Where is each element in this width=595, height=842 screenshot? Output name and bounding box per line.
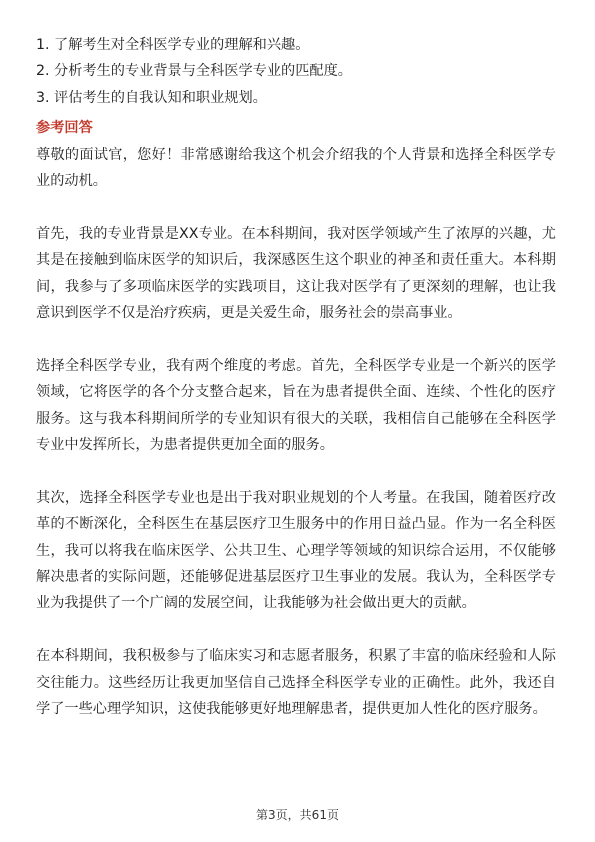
question-item-3: 3. 评估考生的自我认知和职业规划。 xyxy=(36,89,267,106)
page-number-footer: 第3页，共61页 xyxy=(256,808,339,822)
answer-paragraph-5: 在本科期间，我积极参与了临床实习和志愿者服务，积累了丰富的临床经验和人际交往能力。这些经历让我更加坚信自己选择全科医学专业的正确性。此外，我还自学了一些心理学知识，这使我能够更好地理解患者，提供更加人性化的医疗服务。 xyxy=(36,648,556,718)
answer-paragraph-1: 尊敬的面试官，您好！非常感谢给我这个机会介绍我的个人背景和选择全科医学专业的动机。 xyxy=(36,146,556,190)
answer-paragraph-3: 选择全科医学专业，我有两个维度的考虑。首先，全科医学专业是一个新兴的医学领域，它将医学的各个分支整合起来，旨在为患者提供全面、连续、个性化的医疗服务。这与我本科期间所学的专业知识有很大的关联，我相信自己能够在全科医学专业中发挥所长，为患者提供更加全面的服务。 xyxy=(36,357,556,454)
question-item-2: 2. 分析考生的专业背景与全科医学专业的匹配度。 xyxy=(36,63,352,80)
answer-paragraph-4: 其次，选择全科医学专业也是出于我对职业规划的个人考量。在我国，随着医疗改革的不断深化，全科医生在基层医疗卫生服务中的作用日益凸显。作为一名全科医生，我可以将我在临床医学、公共卫生、心理学等领域的知识综合运用，不仅能够解决患者的实际问题，还能够促进基层医疗卫生事业的发展。我认为，全科医学专业为我提供了一个广阔的发展空间，让我能够为社会做出更大的贡献。 xyxy=(36,489,556,612)
page-content xyxy=(36,32,556,723)
question-item-1: 1. 了解考生对全科医学专业的理解和兴趣。 xyxy=(36,37,310,53)
answer-paragraph-2: 首先，我的专业背景是XX专业。在本科期间，我对医学领域产生了浓厚的兴趣，尤其是在接触到临床医学的知识后，我深感医生这个职业的神圣和责任重大。本科期间，我参与了多项临床医学的实践项目，这让我对医学有了更深刻的理解，也让我意识到医学不仅是治疗疾病，更是关爱生命，服务社会的崇高事业。 xyxy=(36,225,556,322)
answer-heading: 参考回答 xyxy=(36,120,93,137)
